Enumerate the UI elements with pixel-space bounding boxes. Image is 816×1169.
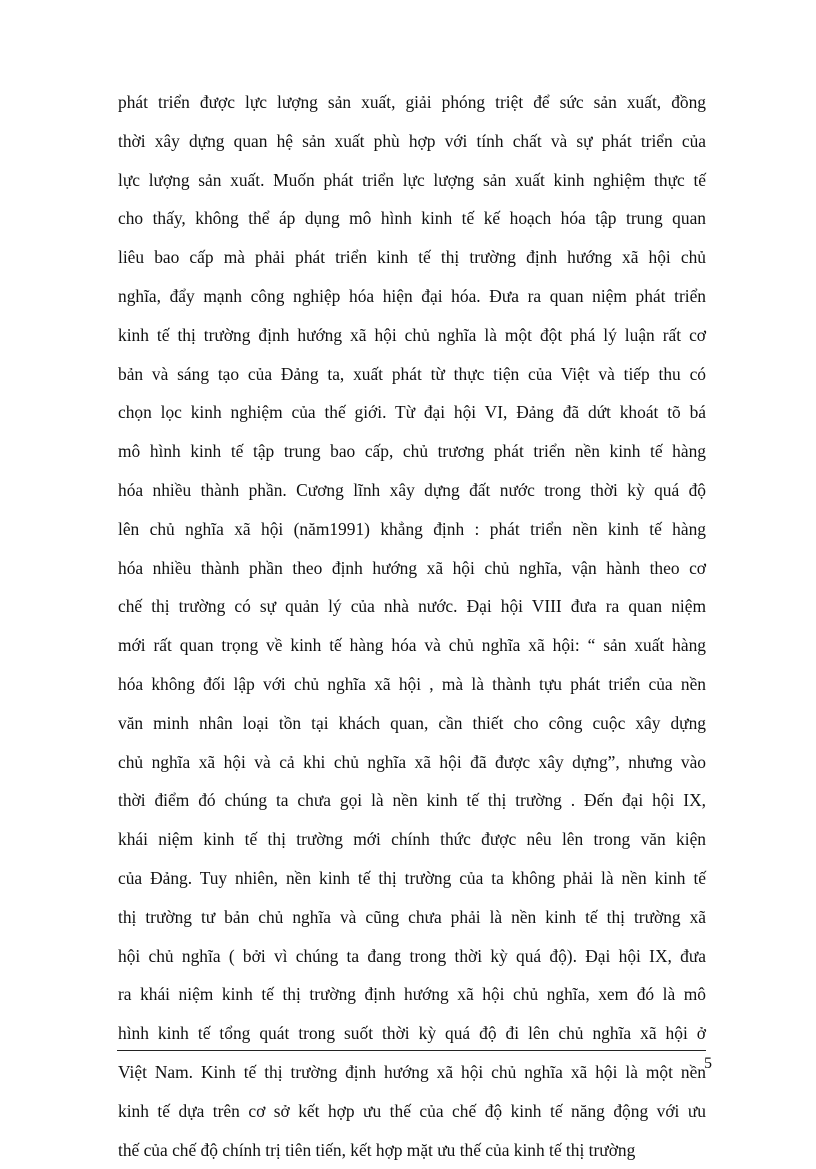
text-line: cho thấy, không thể áp dụng mô hình kinh tế kế hoạch hóa tập trung quan bbox=[118, 208, 706, 229]
text-line: hóa không đối lập với chủ nghĩa xã hội , mà là thành tựu phát triển của nền bbox=[118, 673, 706, 694]
text-line: khái niệm kinh tế thị trường mới chính thức được nêu lên trong văn kiện bbox=[118, 829, 706, 850]
text-line: phát triển được lực lượng sản xuất, giải phóng triệt để sức sản xuất, đồng bbox=[118, 92, 706, 112]
text-line: Việt Nam. Kinh tế thị trường định hướng xã hội chủ nghĩa xã hội là một nền bbox=[118, 1061, 706, 1082]
text-line: bản và sáng tạo của Đảng ta, xuất phát từ thực tiện của Việt và tiếp thu có bbox=[118, 363, 706, 384]
text-line: lực lượng sản xuất. Muốn phát triển lực lượng sản xuất kinh nghiệm thực tế bbox=[118, 169, 706, 190]
text-line: hình kinh tế tổng quát trong suốt thời kỳ quá độ đi lên chủ nghĩa xã hội ở bbox=[118, 1023, 706, 1044]
text-line: thời xây dựng quan hệ sản xuất phù hợp với tính chất và sự phát triển của bbox=[118, 130, 706, 151]
text-line: thời điểm đó chúng ta chưa gọi là nền kinh tế thị trường . Đến đại hội IX, bbox=[118, 790, 706, 811]
text-line: liêu bao cấp mà phải phát triển kinh tế thị trường định hướng xã hội chủ bbox=[118, 247, 706, 268]
text-line: kinh tế thị trường định hướng xã hội chủ nghĩa là một đột phá lý luận rất cơ bbox=[118, 324, 706, 345]
text-line: kinh tế dựa trên cơ sở kết hợp ưu thế của chế độ kinh tế năng động với ưu bbox=[118, 1100, 706, 1121]
page-number: 5 bbox=[704, 1055, 712, 1072]
text-line: hội chủ nghĩa ( bởi vì chúng ta đang trong thời kỳ quá độ). Đại hội IX, đưa bbox=[118, 945, 706, 966]
text-line: chọn lọc kinh nghiệm của thế giới. Từ đại hội VI, Đảng đã dứt khoát tõ bá bbox=[118, 402, 706, 423]
text-line: của Đảng. Tuy nhiên, nền kinh tế thị trường của ta không phải là nền kinh tế bbox=[118, 867, 706, 888]
text-line: chủ nghĩa xã hội và cả khi chủ nghĩa xã hội đã được xây dựng”, nhưng vào bbox=[118, 751, 706, 772]
body-paragraph bbox=[118, 83, 706, 1169]
text-line: lên chủ nghĩa xã hội (năm1991) khẳng định : phát triển nền kinh tế hàng bbox=[118, 518, 706, 539]
text-line: thị trường tư bản chủ nghĩa và cũng chưa phải là nền kinh tế thị trường xã bbox=[118, 906, 706, 927]
text-line: ra khái niệm kinh tế thị trường định hướng xã hội chủ nghĩa, xem đó là mô bbox=[118, 984, 706, 1005]
text-line: văn minh nhân loại tồn tại khách quan, cần thiết cho công cuộc xây dựng bbox=[118, 712, 706, 733]
text-line: chế thị trường có sự quản lý của nhà nước. Đại hội VIII đưa ra quan niệm bbox=[118, 596, 706, 617]
text-line: thế của chế độ chính trị tiên tiến, kết hợp mặt ưu thế của kinh tế thị trường bbox=[118, 1139, 636, 1160]
text-line: hóa nhiều thành phần theo định hướng xã hội chủ nghĩa, vận hành theo cơ bbox=[118, 557, 706, 578]
text-line: nghĩa, đẩy mạnh công nghiệp hóa hiện đại hóa. Đưa ra quan niệm phát triển bbox=[118, 285, 706, 306]
text-line: mới rất quan trọng về kinh tế hàng hóa và chủ nghĩa xã hội: “ sản xuất hàng bbox=[118, 635, 706, 656]
text-line: hóa nhiều thành phần. Cương lĩnh xây dựng đất nước trong thời kỳ quá độ bbox=[118, 479, 706, 500]
footer-divider bbox=[117, 1050, 706, 1051]
text-line: mô hình kinh tế tập trung bao cấp, chủ trương phát triển nền kinh tế hàng bbox=[118, 441, 706, 462]
